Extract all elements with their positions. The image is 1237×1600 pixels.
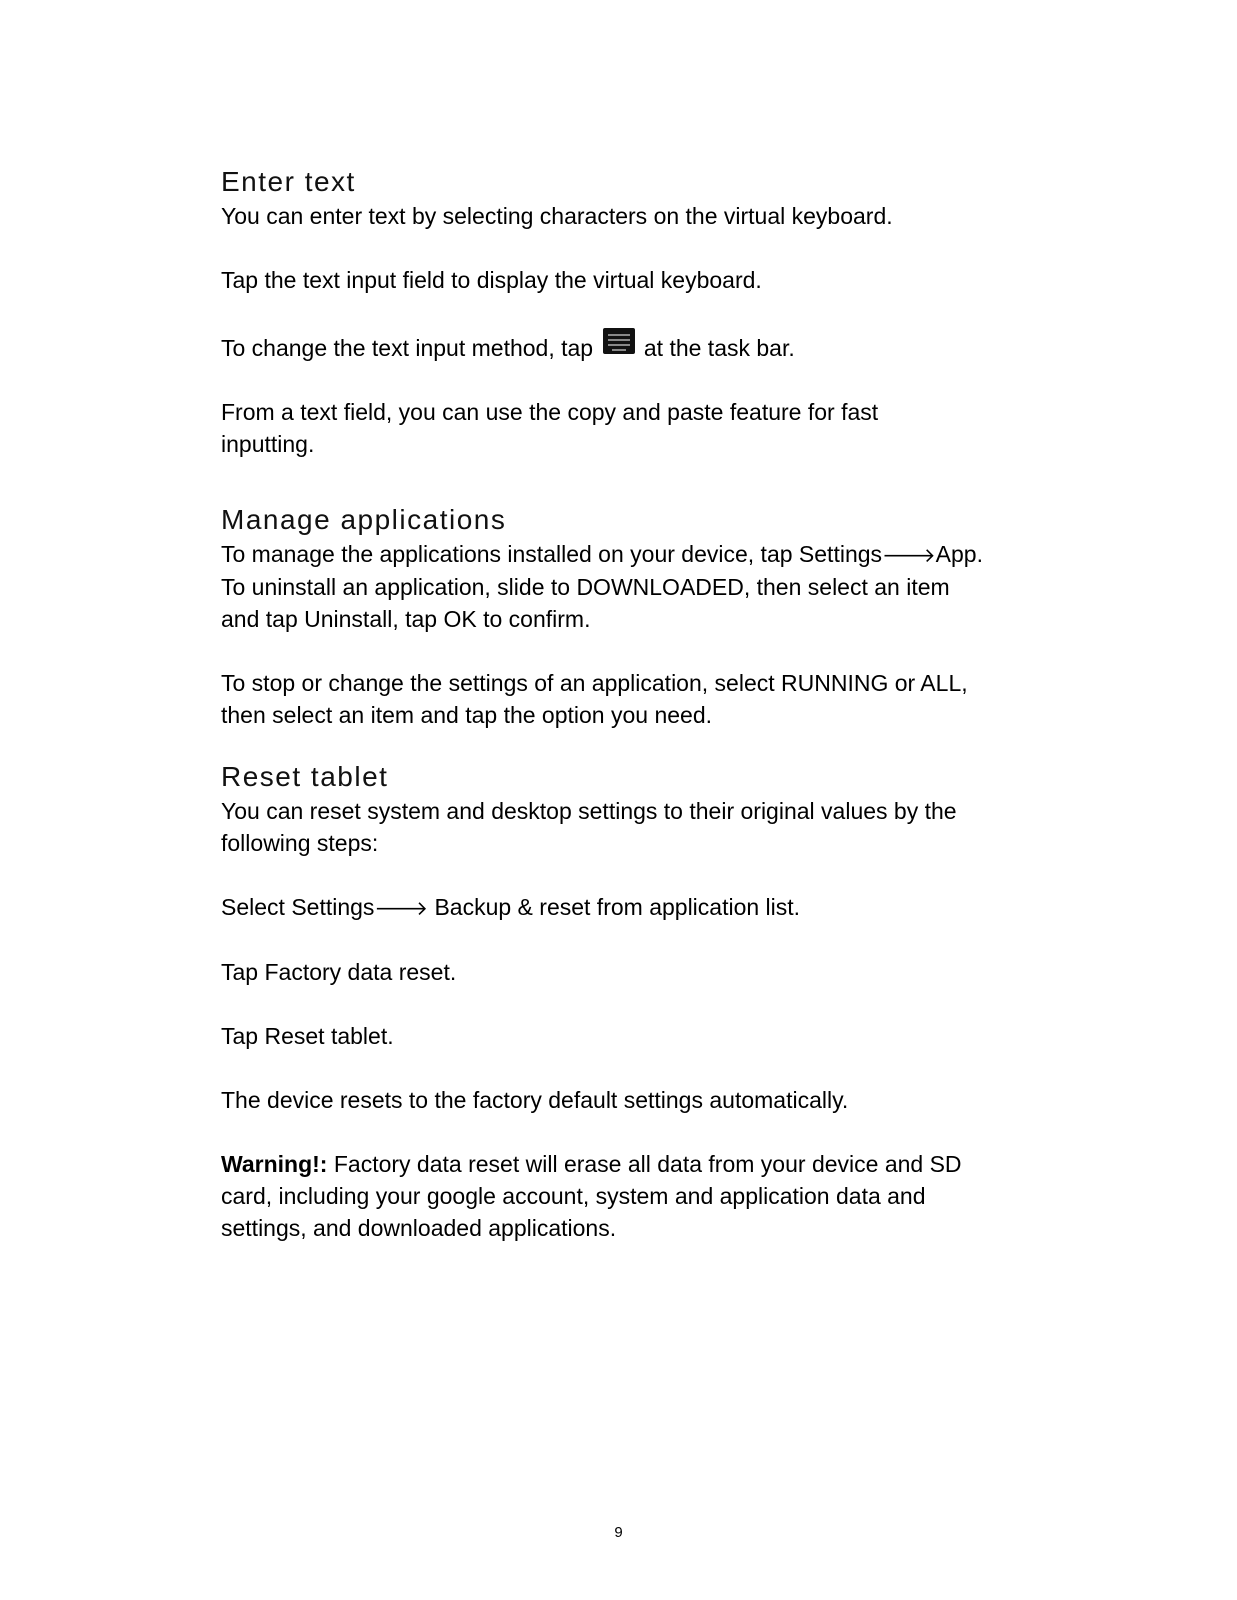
heading-manage-applications: Manage applications bbox=[221, 504, 507, 535]
warning-text: Factory data reset will erase all data from your device and SD card, including your google account, system and application data and settings, and downloaded applications. bbox=[221, 1151, 962, 1241]
paragraph-reset-step-factory: Tap Factory data reset. bbox=[221, 959, 457, 985]
paragraph-reset-auto: The device resets to the factory default settings automatically. bbox=[221, 1087, 849, 1113]
paragraph-stop-change-app: To stop or change the settings of an application, select RUNNING or ALL, then select an item and tap the option you need. bbox=[221, 670, 968, 728]
page-content bbox=[221, 164, 1021, 1244]
paragraph-tap-input-field: Tap the text input field to display the virtual keyboard. bbox=[221, 267, 762, 293]
heading-enter-text: Enter text bbox=[221, 166, 356, 197]
paragraph-change-input-method bbox=[221, 328, 1021, 364]
input-method-text-after: at the task bar. bbox=[643, 335, 795, 361]
paragraph-manage-apps bbox=[221, 538, 991, 635]
paragraph-reset-step-settings bbox=[221, 891, 1021, 924]
input-method-text-before: To change the text input method, tap bbox=[221, 335, 594, 361]
paragraph-reset-intro: You can reset system and desktop settings to their original values by the following steps: bbox=[221, 798, 957, 856]
paragraph-reset-step-tablet: Tap Reset tablet. bbox=[221, 1023, 394, 1049]
heading-reset-tablet: Reset tablet bbox=[221, 761, 389, 792]
keyboard-icon bbox=[603, 328, 635, 354]
warning-label: Warning!: bbox=[221, 1151, 328, 1177]
reset-step-text-before: Select Settings bbox=[221, 894, 375, 920]
page-number: 9 bbox=[614, 1524, 623, 1541]
right-arrow-icon: 🡒 bbox=[374, 896, 429, 920]
paragraph-enter-text-intro: You can enter text by selecting characters on the virtual keyboard. bbox=[221, 203, 893, 229]
manage-apps-text-before: To manage the applications installed on your device, tap Settings bbox=[221, 541, 883, 567]
reset-step-text-after: Backup & reset from application list. bbox=[428, 894, 801, 920]
right-arrow-icon: 🡒 bbox=[882, 543, 936, 567]
paragraph-warning bbox=[221, 1148, 991, 1244]
paragraph-copy-paste: From a text field, you can use the copy and paste feature for fast inputting. bbox=[221, 399, 879, 457]
manage-apps-text-after: App. To uninstall an application, slide to DOWNLOADED, then select an item and tap Uninstall, tap OK to confirm. bbox=[221, 541, 983, 632]
